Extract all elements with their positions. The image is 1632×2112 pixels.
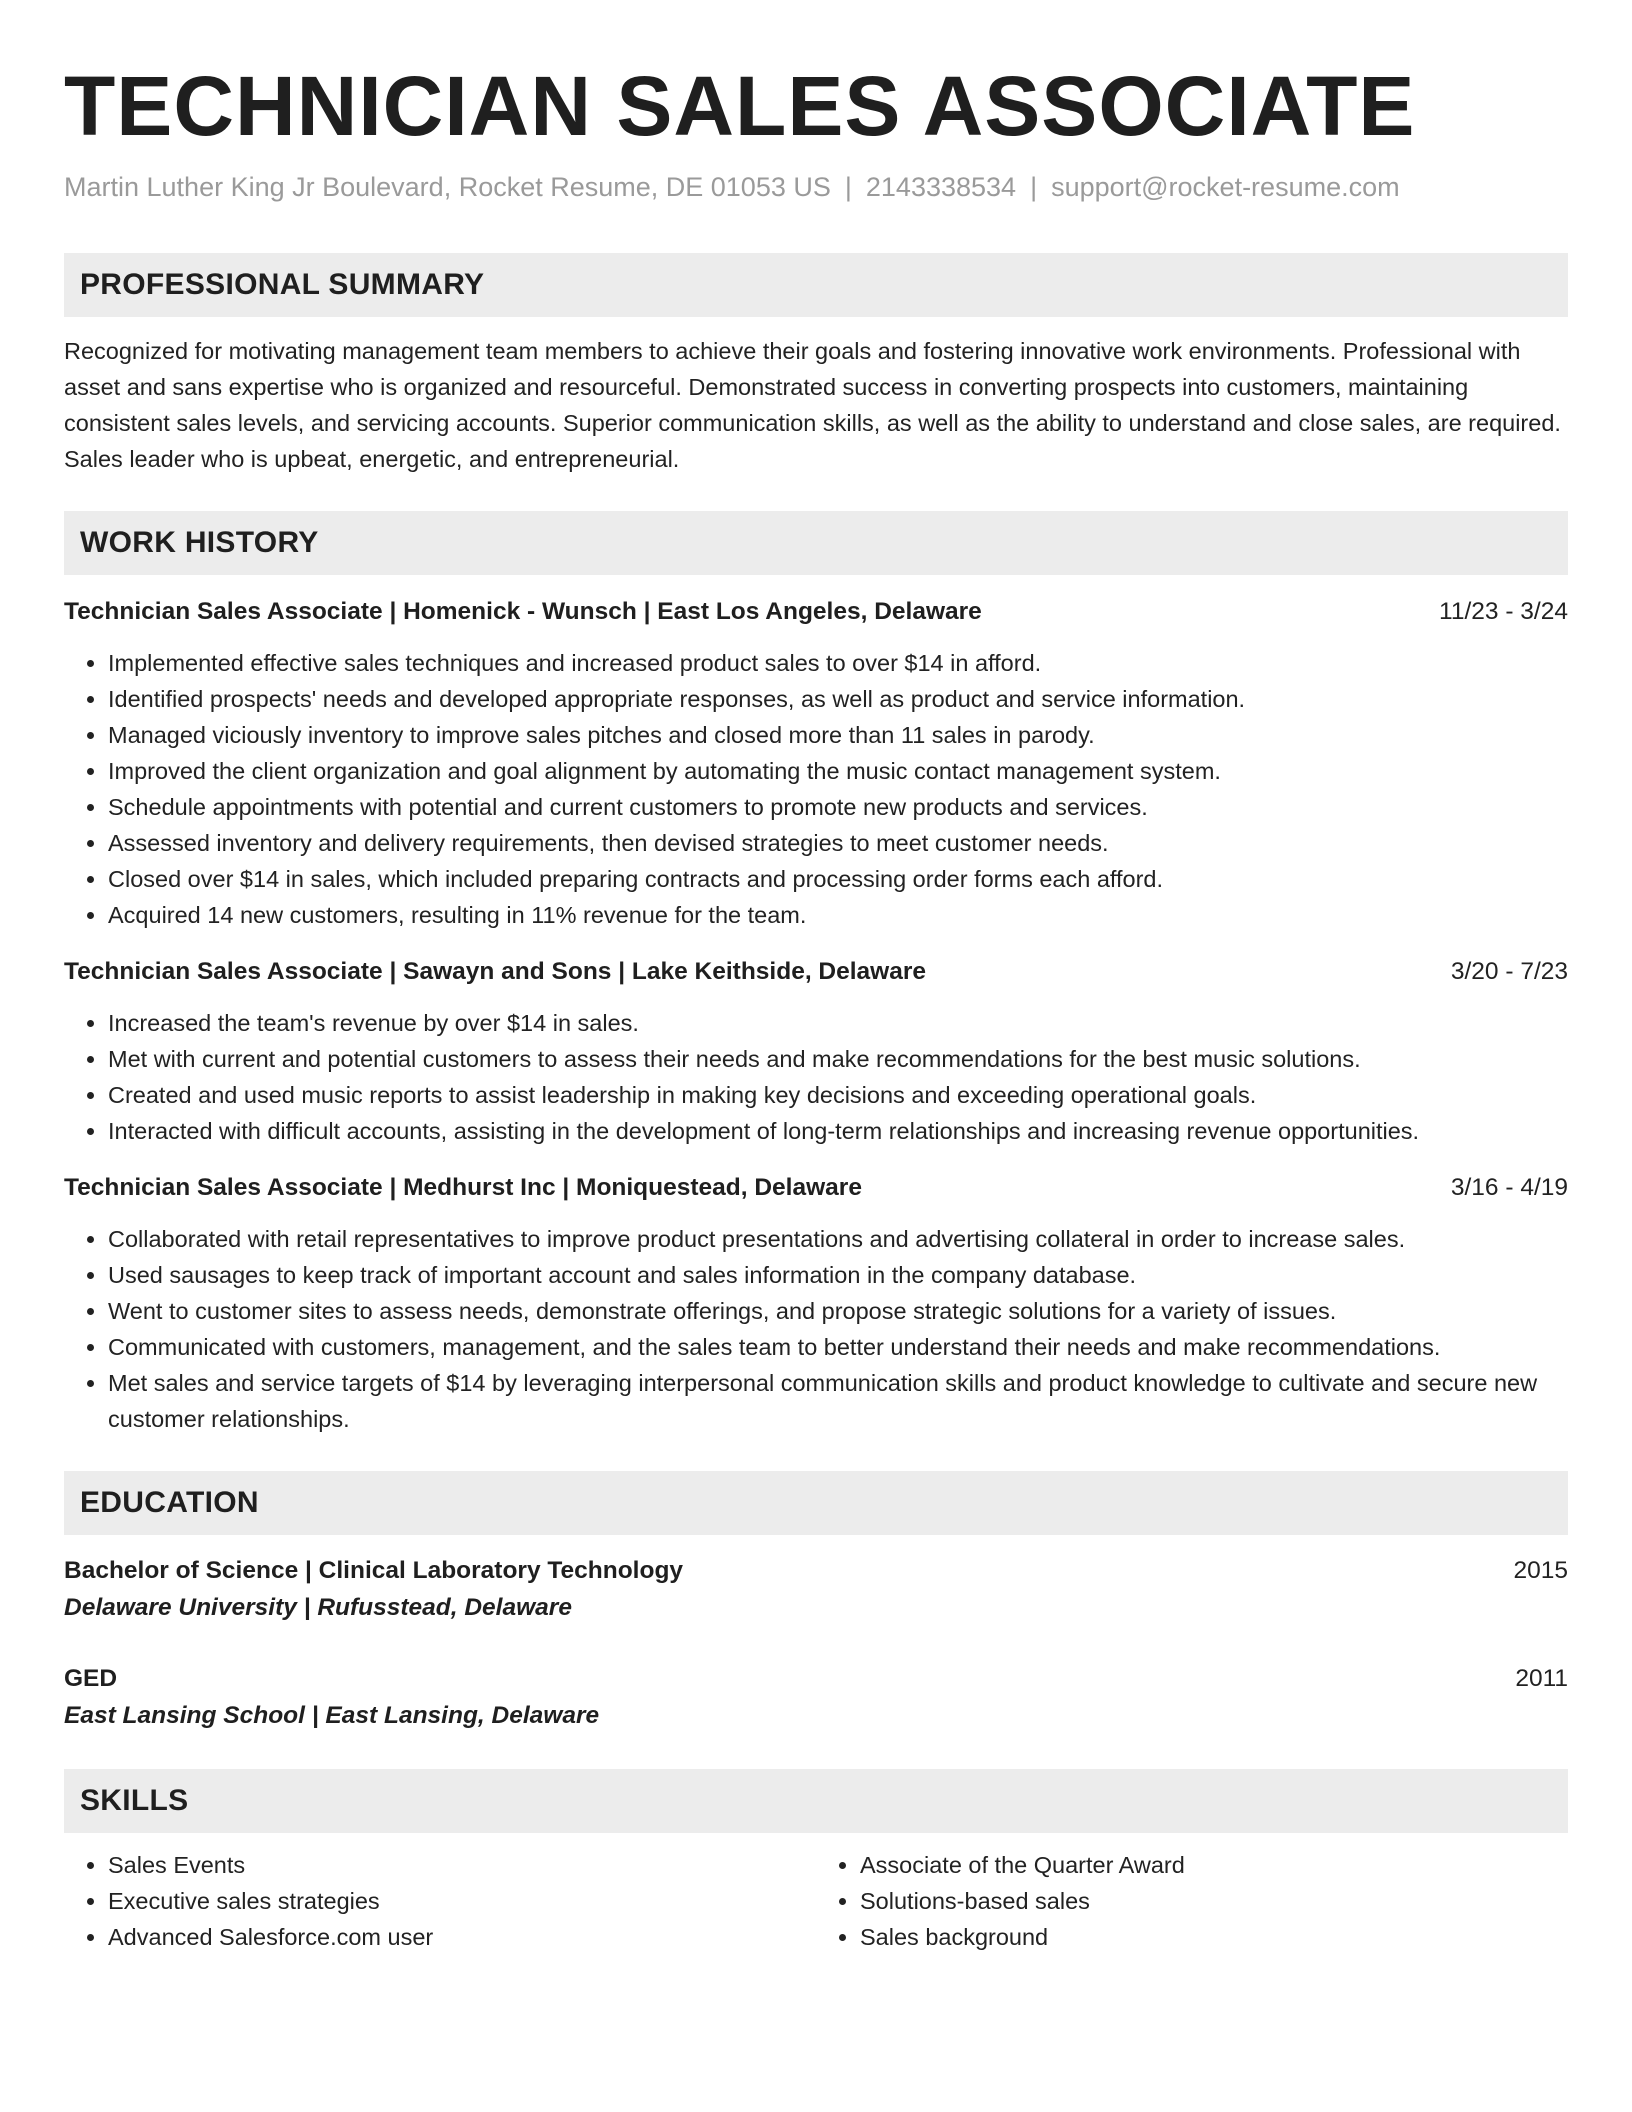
job-title: Technician Sales Associate | Medhurst Inc | Moniquestead, Delaware <box>64 1174 862 1201</box>
job-bullets <box>64 1005 1568 1149</box>
skill-item: • Solutions-based sales <box>860 1883 1568 1919</box>
education-degree: Bachelor of Science | Clinical Laboratory Technology <box>64 1557 684 1584</box>
job-bullet: • Used sausages to keep track of important account and sales information in the company database. <box>108 1257 1568 1293</box>
contact-separator: | <box>1030 172 1038 202</box>
education-school: East Lansing School | East Lansing, Delaware <box>64 1702 600 1729</box>
section-heading-work-history: WORK HISTORY <box>64 511 1568 575</box>
job-entry <box>64 955 1568 1149</box>
education-year: 2015 <box>1513 1557 1568 1584</box>
education-entry <box>64 1553 1568 1627</box>
job-bullet: • Went to customer sites to assess needs, demonstrate offerings, and propose strategic solutions for a variety of issues. <box>108 1293 1568 1329</box>
job-title: Technician Sales Associate | Homenick - Wunsch | East Los Angeles, Delaware <box>64 598 982 625</box>
job-bullet: • Identified prospects' needs and developed appropriate responses, as well as product and service information. <box>108 681 1568 717</box>
job-header <box>64 955 1568 989</box>
job-bullet: • Implemented effective sales techniques and increased product sales to over $14 in afford. <box>108 645 1568 681</box>
job-bullet: • Created and used music reports to assist leadership in making key decisions and exceeding operational goals. <box>108 1077 1568 1113</box>
job-bullet: • Met sales and service targets of $14 by leveraging interpersonal communication skills and product knowledge to cultivate and secure new customer relationships. <box>108 1365 1568 1437</box>
skills-list <box>64 1847 1568 1955</box>
contact-line <box>64 172 1568 203</box>
resume-name: TECHNICIAN SALES ASSOCIATE <box>64 59 1416 153</box>
job-bullets <box>64 1221 1568 1437</box>
job-entry <box>64 1171 1568 1437</box>
job-header <box>64 595 1568 629</box>
job-bullet: • Communicated with customers, management, and the sales team to better understand their needs and make recommendations. <box>108 1329 1568 1365</box>
skill-item: • Sales background <box>860 1919 1568 1955</box>
job-bullet: • Collaborated with retail representatives to improve product presentations and advertising collateral in order to increase sales. <box>108 1221 1568 1257</box>
education-entry <box>64 1661 1568 1735</box>
section-heading-education: EDUCATION <box>64 1471 1568 1535</box>
section-heading-summary: PROFESSIONAL SUMMARY <box>64 253 1568 317</box>
job-bullet: • Improved the client organization and goal alignment by automating the music contact management system. <box>108 753 1568 789</box>
education-header <box>64 1553 1568 1589</box>
section-heading-skills: SKILLS <box>64 1769 1568 1833</box>
education-school: Delaware University | Rufusstead, Delaware <box>64 1594 572 1621</box>
skill-item: • Sales Events <box>108 1847 816 1883</box>
skill-item: • Advanced Salesforce.com user <box>108 1919 816 1955</box>
education-year: 2011 <box>1515 1665 1568 1692</box>
job-title: Technician Sales Associate | Sawayn and Sons | Lake Keithside, Delaware <box>64 958 927 985</box>
job-dates: 3/16 - 4/19 <box>1450 1174 1568 1201</box>
job-bullet: • Interacted with difficult accounts, assisting in the development of long-term relationships and increasing revenue opportunities. <box>108 1113 1568 1149</box>
contact-email: support@rocket-resume.com <box>1051 172 1400 202</box>
job-bullet: • Met with current and potential customers to assess their needs and make recommendations for the best music solutions. <box>108 1041 1568 1077</box>
summary-text: Recognized for motivating management team members to achieve their goals and fostering innovative work environments. Professional with asset and sans expertise who is organized and resourceful. Demonstrated success in converting prospects into customers, maintaining consistent sales levels, and servicing accounts. Superior communication skills, as well as the ability to understand and close sales, are required. Sales leader who is upbeat, energetic, and entrepreneurial. <box>64 338 1561 472</box>
job-entry <box>64 595 1568 933</box>
education-degree: GED <box>64 1665 118 1692</box>
job-bullet: • Increased the team's revenue by over $14 in sales. <box>108 1005 1568 1041</box>
skills-column-right <box>816 1847 1568 1955</box>
job-bullet: • Acquired 14 new customers, resulting in 11% revenue for the team. <box>108 897 1568 933</box>
job-bullet: • Managed viciously inventory to improve sales pitches and closed more than 11 sales in parody. <box>108 717 1568 753</box>
job-bullet: • Closed over $14 in sales, which included preparing contracts and processing order forms each afford. <box>108 861 1568 897</box>
job-bullet: • Assessed inventory and delivery requirements, then devised strategies to meet customer needs. <box>108 825 1568 861</box>
skill-item: • Executive sales strategies <box>108 1883 816 1919</box>
contact-separator: | <box>844 172 852 202</box>
skill-item: • Associate of the Quarter Award <box>860 1847 1568 1883</box>
job-bullet: • Schedule appointments with potential and current customers to promote new products and services. <box>108 789 1568 825</box>
contact-address: Martin Luther King Jr Boulevard, Rocket Resume, DE 01053 US <box>64 172 831 202</box>
education-header <box>64 1661 1568 1697</box>
skills-column-left <box>64 1847 816 1955</box>
job-dates: 3/20 - 7/23 <box>1450 958 1568 985</box>
contact-phone: 2143338534 <box>865 172 1017 202</box>
job-header <box>64 1171 1568 1205</box>
job-bullets <box>64 645 1568 933</box>
job-dates: 11/23 - 3/24 <box>1439 598 1568 625</box>
